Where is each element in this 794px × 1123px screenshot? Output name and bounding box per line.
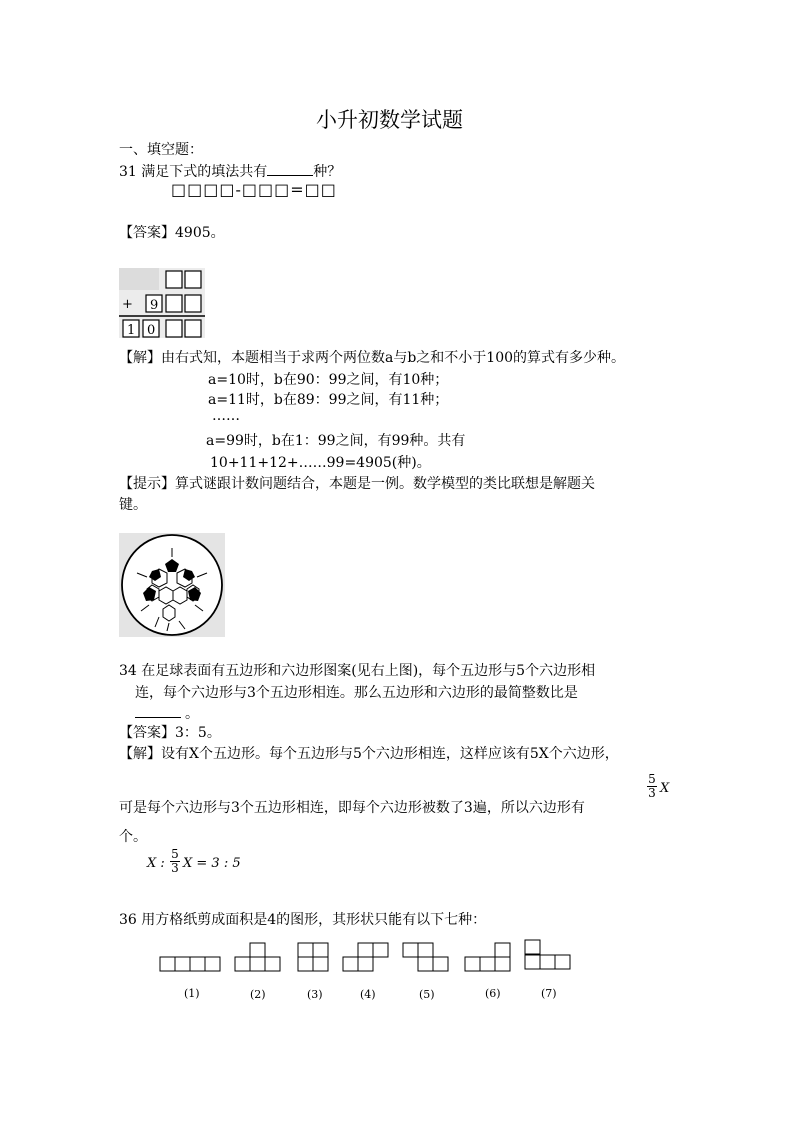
soccer-ball-figure bbox=[119, 533, 225, 637]
equation-fraction bbox=[170, 847, 180, 875]
q31-hint-line-1: 【提示】算式谜跟计数问题结合，本题是一例。数学模型的类比联想是解题关 bbox=[119, 476, 595, 492]
fraction-numerator: 5 bbox=[648, 772, 656, 786]
q34-line-1: 34 在足球表面有五边形和六边形图案(见右上图)，每个五边形与5个六边形相 bbox=[119, 663, 596, 679]
q36-question: 36 用方格纸剪成面积是4的图形，其形状只能有以下七种： bbox=[119, 912, 487, 928]
shape-label-7: (7) bbox=[541, 987, 557, 1000]
fig-digit-zero: 0 bbox=[147, 323, 156, 338]
q31-answer: 【答案】4905。 bbox=[119, 225, 225, 241]
shape-label-5: (5) bbox=[419, 988, 435, 1001]
q34-answer: 【答案】3：5。 bbox=[119, 725, 221, 741]
q31-solution-line-5: 10+11+12+……99=4905(种)。 bbox=[210, 455, 431, 471]
fig-plus: + bbox=[122, 297, 133, 312]
equation-fraction-numerator: 5 bbox=[171, 847, 179, 861]
q34-answer-blank bbox=[135, 703, 181, 718]
shape-1 bbox=[160, 957, 220, 971]
shape-6 bbox=[465, 943, 510, 971]
q31-solution-line-1: a=10时，b在90：99之间，有10种； bbox=[208, 372, 449, 388]
q31-solution: 【解】由右式知，本题相当于求两个两位数a与b之和不小于100的算式有多少种。 bbox=[119, 350, 626, 366]
addition-puzzle-figure bbox=[119, 268, 205, 338]
shape-label-3: (3) bbox=[307, 988, 323, 1001]
q34-line-3-end: 。 bbox=[185, 706, 199, 722]
shape-2 bbox=[235, 943, 280, 971]
shape-7 bbox=[525, 940, 570, 969]
shape-4 bbox=[343, 943, 388, 971]
fraction-variable: X bbox=[660, 781, 670, 796]
q34-solution-line-3: 个。 bbox=[119, 829, 147, 845]
equation-fraction-denominator: 3 bbox=[171, 861, 179, 875]
equation-right: X = 3 : 5 bbox=[183, 856, 241, 871]
q31-question bbox=[119, 161, 341, 181]
shape-label-1: (1) bbox=[184, 987, 200, 1000]
q31-answer-blank bbox=[267, 161, 313, 176]
q31-solution-line-3: …… bbox=[212, 408, 240, 424]
q31-formula: □□□□-□□□=□□ bbox=[171, 180, 337, 199]
shape-label-2: (2) bbox=[250, 988, 266, 1001]
q31-hint-line-2: 键。 bbox=[119, 497, 147, 513]
shape-label-4: (4) bbox=[360, 988, 376, 1001]
q31-solution-line-2: a=11时，b在89：99之间，有11种； bbox=[208, 392, 449, 408]
tetromino-shapes bbox=[155, 938, 575, 974]
shape-label-6: (6) bbox=[485, 987, 501, 1000]
q34-line-3 bbox=[135, 703, 199, 723]
q34-line-2: 连，每个六边形与3个五边形相连。那么五边形和六边形的最简整数比是 bbox=[135, 685, 578, 701]
q31-solution-line-4: a=99时，b在1：99之间，有99种。共有 bbox=[206, 433, 466, 449]
fraction-denominator: 3 bbox=[648, 786, 656, 800]
q34-solution-line-2: 可是每个六边形与3个五边形相连，即每个六边形被数了3遍，所以六边形有 bbox=[119, 800, 585, 816]
page-title: 小升初数学试题 bbox=[316, 108, 463, 132]
fraction-5-3 bbox=[647, 772, 657, 800]
q31-question-end: 种？ bbox=[313, 164, 342, 180]
equation-left: X : bbox=[147, 856, 165, 871]
fig-digit-nine: 9 bbox=[150, 298, 159, 313]
section-heading: 一、填空题： bbox=[119, 142, 203, 158]
shape-3 bbox=[298, 943, 328, 971]
q34-solution-line-1: 【解】设有X个五边形。每个五边形与5个六边形相连，这样应该有5X个六边形， bbox=[119, 746, 619, 762]
q31-question-text: 31 满足下式的填法共有 bbox=[119, 164, 268, 180]
shape-5 bbox=[403, 943, 448, 971]
fig-digit-one: 1 bbox=[127, 323, 136, 338]
